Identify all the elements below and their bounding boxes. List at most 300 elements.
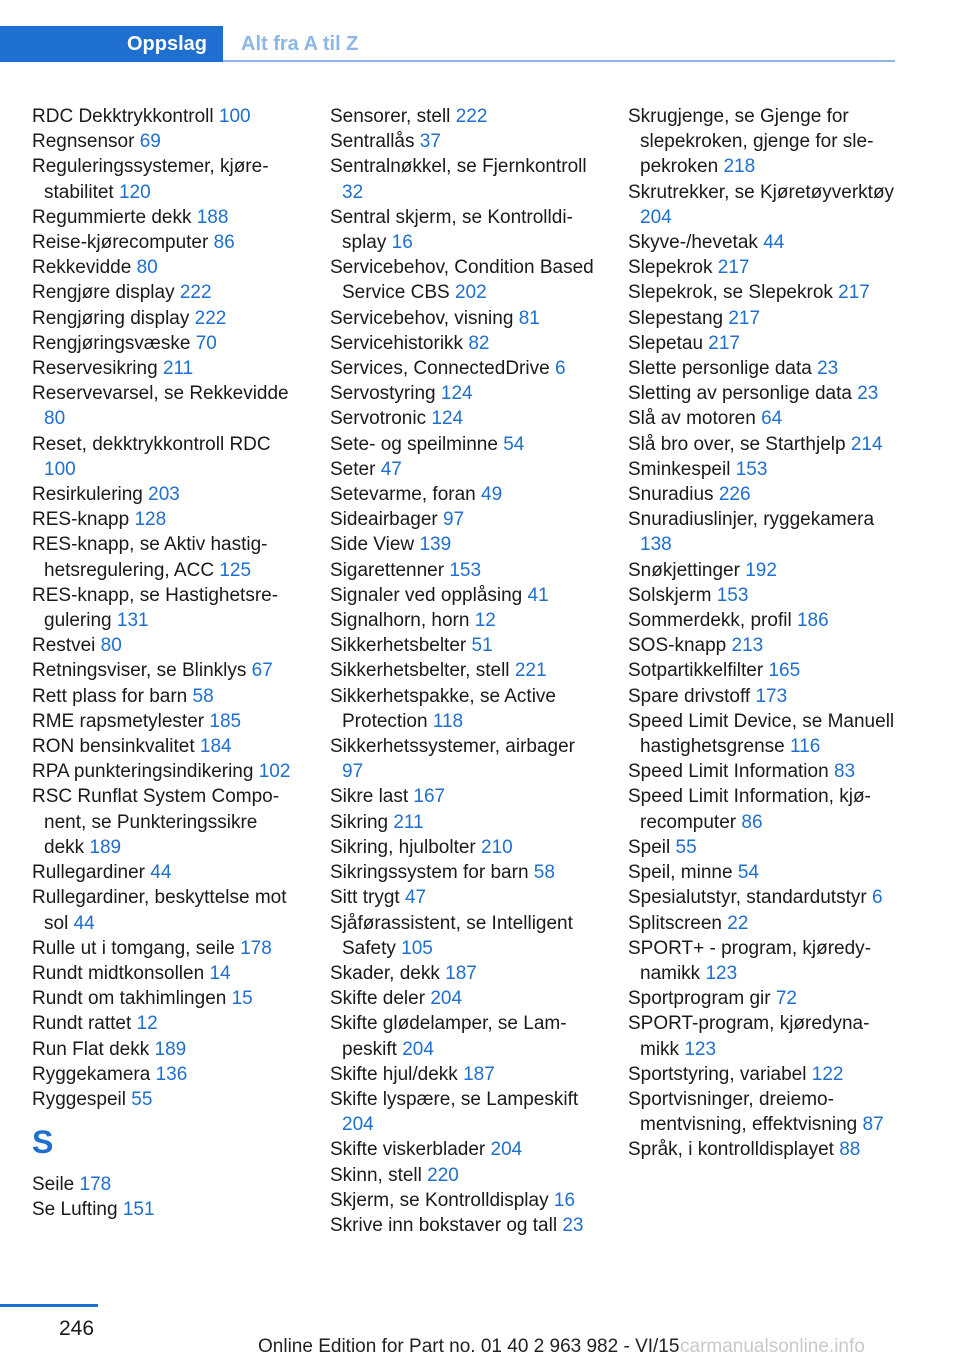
index-entry bbox=[330, 633, 598, 658]
entry-page-link[interactable]: 167 bbox=[413, 786, 446, 808]
entry-term: RME rapsmetylester bbox=[32, 710, 205, 732]
entry-term: Sikkerhetssystemer, airbager bbox=[330, 736, 575, 758]
entry-term: Sotpartikkelfilter bbox=[628, 660, 764, 682]
entry-page-link[interactable]: 69 bbox=[139, 131, 161, 153]
entry-term: Sjåførassistent, se Intelligent Safety bbox=[330, 912, 573, 959]
index-entry bbox=[628, 1011, 896, 1061]
entry-term: Slepekrok, se Slepekrok bbox=[628, 282, 833, 304]
entry-page-link[interactable]: 120 bbox=[118, 181, 151, 203]
entry-page-link[interactable]: 97 bbox=[342, 761, 364, 783]
entry-page-link[interactable]: 100 bbox=[44, 458, 76, 480]
entry-term: Sikring bbox=[330, 811, 389, 833]
entry-page-link[interactable]: 54 bbox=[503, 433, 525, 455]
index-entry bbox=[628, 356, 896, 381]
entry-term: RES-knapp, se Aktiv hastighetsregulering, ACC bbox=[32, 534, 268, 581]
entry-term: Restvei bbox=[32, 635, 96, 657]
entry-term: Rengjøringsvæske bbox=[32, 332, 191, 354]
entry-page-link[interactable]: 81 bbox=[518, 307, 540, 329]
entry-page-link[interactable]: 125 bbox=[219, 559, 252, 581]
entry-page-link[interactable]: 124 bbox=[440, 383, 473, 405]
index-entry bbox=[330, 482, 598, 507]
entry-term: RES-knapp bbox=[32, 509, 130, 531]
index-entry bbox=[32, 1037, 300, 1062]
index-entry bbox=[628, 759, 896, 784]
entry-page-link[interactable]: 185 bbox=[209, 710, 242, 732]
entry-page-link[interactable]: 23 bbox=[817, 358, 839, 380]
entry-term: Services, ConnectedDrive bbox=[330, 358, 550, 380]
index-entry bbox=[330, 255, 598, 305]
index-entry bbox=[330, 154, 598, 204]
entry-term: Skyve-/hevetak bbox=[628, 232, 758, 254]
entry-term: RON bensinkvalitet bbox=[32, 736, 195, 758]
entry-term: Speed Limit Information bbox=[628, 761, 829, 783]
entry-page-link[interactable]: 123 bbox=[705, 962, 738, 984]
index-column-3 bbox=[628, 104, 896, 1163]
entry-term: Sikre last bbox=[330, 786, 409, 808]
index-entry bbox=[32, 306, 300, 331]
index-entry bbox=[628, 936, 896, 986]
entry-term: Spare drivstoff bbox=[628, 685, 751, 707]
entry-page-link[interactable]: 55 bbox=[131, 1088, 153, 1110]
index-entry bbox=[32, 709, 300, 734]
entry-page-link[interactable]: 202 bbox=[454, 282, 487, 304]
entry-term: Servostyring bbox=[330, 383, 436, 405]
entry-term: Skrive inn bokstaver og tall bbox=[330, 1214, 558, 1236]
index-entry bbox=[32, 129, 300, 154]
entry-term: Regnsensor bbox=[32, 131, 135, 153]
entry-term: Sletting av personlige data bbox=[628, 383, 852, 405]
tab-divider bbox=[223, 60, 895, 62]
index-entry bbox=[330, 306, 598, 331]
entry-page-link[interactable]: 80 bbox=[136, 257, 158, 279]
entry-term: Retningsviser, se Blinklys bbox=[32, 660, 247, 682]
entry-page-link[interactable]: 165 bbox=[768, 660, 801, 682]
entry-term: Slepekrok bbox=[628, 257, 713, 279]
entry-term: Rundt midtkonsollen bbox=[32, 962, 205, 984]
index-entry bbox=[32, 936, 300, 961]
index-entry bbox=[32, 1197, 300, 1222]
entry-term: Sikkerhetspakke, se Active Protection bbox=[330, 685, 556, 732]
index-entry bbox=[330, 658, 598, 683]
index-entry bbox=[330, 457, 598, 482]
entry-page-link[interactable]: 211 bbox=[162, 358, 194, 380]
entry-page-link[interactable]: 217 bbox=[708, 332, 740, 354]
entry-page-link[interactable]: 51 bbox=[471, 635, 493, 657]
entry-page-link[interactable]: 72 bbox=[775, 988, 797, 1010]
index-column-1 bbox=[32, 104, 300, 1223]
index-entry bbox=[330, 381, 598, 406]
index-entry bbox=[628, 1137, 896, 1162]
entry-term: Rengjøring display bbox=[32, 307, 190, 329]
entry-page-link[interactable]: 116 bbox=[790, 736, 821, 758]
entry-page-link[interactable]: 67 bbox=[251, 660, 273, 682]
index-entry bbox=[628, 280, 896, 305]
index-entry bbox=[32, 205, 300, 230]
entry-term: Skifte viskerblader bbox=[330, 1139, 486, 1161]
tab-alt-fra-a-til-z[interactable]: Alt fra A til Z bbox=[241, 32, 359, 55]
watermark: carmanualsonline.info bbox=[680, 1336, 865, 1357]
entry-page-link[interactable]: 37 bbox=[419, 131, 441, 153]
entry-page-link[interactable]: 204 bbox=[402, 1038, 434, 1060]
entry-page-link[interactable]: 189 bbox=[89, 836, 122, 858]
index-entry bbox=[32, 633, 300, 658]
entry-term: Sensorer, stell bbox=[330, 106, 451, 127]
index-entry bbox=[32, 734, 300, 759]
index-entry bbox=[32, 860, 300, 885]
entry-page-link[interactable]: 47 bbox=[380, 458, 402, 480]
entry-term: Side View bbox=[330, 534, 415, 556]
index-entry bbox=[628, 230, 896, 255]
index-entry bbox=[330, 1137, 598, 1162]
entry-page-link[interactable]: 188 bbox=[196, 206, 229, 228]
index-entry bbox=[628, 482, 896, 507]
entry-page-link[interactable]: 217 bbox=[728, 307, 761, 329]
entry-term: Reguleringssystemer, kjørestabilitet bbox=[32, 156, 269, 203]
index-entry bbox=[628, 507, 896, 557]
entry-page-link[interactable]: 186 bbox=[796, 610, 829, 632]
entry-term: Rulle ut i tomgang, seile bbox=[32, 937, 235, 959]
entry-term: Reservevarsel, se Rekkevidde bbox=[32, 383, 289, 405]
index-entry bbox=[628, 860, 896, 885]
entry-term: Servicebehov, Condition Based Service CBS bbox=[330, 257, 594, 304]
entry-page-link[interactable]: 41 bbox=[527, 584, 549, 606]
entry-page-link[interactable]: 221 bbox=[514, 660, 547, 682]
index-entry bbox=[628, 180, 896, 230]
index-column-2 bbox=[330, 104, 598, 1238]
entry-term: Reset, dekktrykkontroll RDC bbox=[32, 433, 271, 455]
entry-page-link[interactable]: 173 bbox=[755, 685, 788, 707]
entry-page-link[interactable]: 12 bbox=[136, 1013, 158, 1035]
entry-term: Rett plass for barn bbox=[32, 685, 188, 707]
entry-page-link[interactable]: 86 bbox=[213, 232, 235, 254]
entry-term: Sitt trygt bbox=[330, 887, 400, 909]
index-entry bbox=[32, 356, 300, 381]
entry-term: RPA punkteringsindikering bbox=[32, 761, 254, 783]
index-entry bbox=[628, 255, 896, 280]
index-entry bbox=[32, 381, 300, 431]
entry-page-link[interactable]: 122 bbox=[811, 1063, 844, 1085]
entry-page-link[interactable]: 97 bbox=[443, 509, 465, 531]
index-entry bbox=[32, 885, 300, 935]
entry-page-link[interactable]: 218 bbox=[723, 156, 756, 178]
entry-page-link[interactable]: 44 bbox=[73, 912, 95, 934]
entry-term: Sportstyring, variabel bbox=[628, 1063, 807, 1085]
entry-term: Snuradiuslinjer, ryggekamera bbox=[628, 509, 875, 531]
index-entry bbox=[330, 532, 598, 557]
entry-page-link[interactable]: 44 bbox=[150, 862, 172, 884]
index-entry bbox=[628, 684, 896, 709]
index-entry bbox=[32, 532, 300, 582]
entry-page-link[interactable]: 23 bbox=[562, 1214, 584, 1236]
entry-term: Skader, dekk bbox=[330, 962, 440, 984]
entry-term: Splitscreen bbox=[628, 912, 722, 934]
index-entry bbox=[330, 810, 598, 835]
index-entry bbox=[330, 583, 598, 608]
entry-term: Skrugjenge, se Gjenge for slepekroken, gjenge for slepekroken bbox=[628, 106, 874, 178]
entry-page-link[interactable]: 222 bbox=[179, 282, 212, 304]
index-entry bbox=[32, 1062, 300, 1087]
index-entry bbox=[330, 911, 598, 961]
index-entry bbox=[32, 104, 300, 129]
entry-page-link[interactable]: 88 bbox=[839, 1139, 861, 1161]
entry-page-link[interactable]: 83 bbox=[833, 761, 856, 783]
index-entry bbox=[330, 558, 598, 583]
index-entry bbox=[628, 432, 896, 457]
entry-term: Resirkulering bbox=[32, 484, 143, 506]
entry-term: Sentral skjerm, se Kontrolldisplay bbox=[330, 206, 573, 254]
tab-oppslag[interactable]: Oppslag bbox=[0, 26, 223, 62]
entry-term: Reise-kjørecomputer bbox=[32, 232, 209, 254]
index-entry bbox=[628, 835, 896, 860]
entry-term: Spesialutstyr, standardutstyr bbox=[628, 887, 867, 909]
entry-term: Skifte deler bbox=[330, 988, 426, 1010]
index-entry bbox=[330, 784, 598, 809]
index-entry bbox=[330, 432, 598, 457]
entry-page-link[interactable]: 82 bbox=[468, 332, 490, 354]
entry-page-link[interactable]: 47 bbox=[404, 887, 427, 909]
entry-page-link[interactable]: 151 bbox=[122, 1199, 155, 1221]
index-entry bbox=[628, 1062, 896, 1087]
section-letter: S bbox=[32, 1124, 54, 1161]
entry-page-link[interactable]: 192 bbox=[745, 559, 777, 581]
entry-term: Skifte glødelamper, se Lampeskift bbox=[330, 1013, 567, 1060]
index-entry bbox=[628, 658, 896, 683]
index-entry bbox=[330, 860, 598, 885]
entry-page-link[interactable]: 15 bbox=[231, 988, 253, 1010]
entry-page-link[interactable]: 58 bbox=[533, 862, 555, 884]
entry-page-link[interactable]: 124 bbox=[431, 408, 464, 430]
entry-term: Setevarme, foran bbox=[330, 484, 476, 506]
index-entry bbox=[330, 986, 598, 1011]
entry-term: Sportprogram gir bbox=[628, 988, 771, 1010]
entry-page-link[interactable]: 222 bbox=[455, 106, 488, 127]
entry-term: Sikkerhetsbelter bbox=[330, 635, 467, 657]
entry-page-link[interactable]: 49 bbox=[481, 484, 503, 506]
entry-page-link[interactable]: 54 bbox=[737, 862, 759, 884]
entry-page-link[interactable]: 64 bbox=[761, 408, 783, 430]
index-entry bbox=[330, 1163, 598, 1188]
entry-page-link[interactable]: 204 bbox=[430, 988, 463, 1010]
entry-page-link[interactable]: 128 bbox=[134, 509, 167, 531]
entry-term: Sentrallås bbox=[330, 131, 415, 153]
entry-page-link[interactable]: 153 bbox=[735, 458, 768, 480]
entry-page-link[interactable]: 12 bbox=[474, 610, 496, 632]
index-entry bbox=[628, 633, 896, 658]
index-entry bbox=[330, 1011, 598, 1061]
entry-page-link[interactable]: 136 bbox=[155, 1063, 188, 1085]
entry-page-link[interactable]: 23 bbox=[857, 383, 879, 405]
entry-term: Slå bro over, se Starthjelp bbox=[628, 433, 846, 455]
entry-term: Run Flat dekk bbox=[32, 1038, 150, 1060]
header-tabbar bbox=[0, 0, 895, 62]
entry-term: SOS-knapp bbox=[628, 635, 727, 657]
entry-term: Reservesikring bbox=[32, 358, 158, 380]
entry-term: Seter bbox=[330, 458, 376, 480]
index-entry bbox=[32, 482, 300, 507]
entry-term: Sikringssystem for barn bbox=[330, 862, 529, 884]
index-entry bbox=[628, 583, 896, 608]
entry-term: SPORT-program, kjøredynamikk bbox=[628, 1013, 870, 1060]
entry-page-link[interactable]: 123 bbox=[684, 1038, 717, 1060]
edition-text: Online Edition for Part no. 01 40 2 963 982 - VI/15 bbox=[258, 1336, 680, 1357]
entry-page-link[interactable]: 22 bbox=[727, 912, 749, 934]
index-entry bbox=[628, 1087, 896, 1137]
entry-term: Skifte lyspære, se Lampeskift bbox=[330, 1088, 579, 1110]
entry-page-link[interactable]: 14 bbox=[209, 962, 231, 984]
index-entry bbox=[330, 684, 598, 734]
index-entry bbox=[628, 104, 896, 180]
entry-page-link[interactable]: 153 bbox=[449, 559, 482, 581]
entry-term: Solskjerm bbox=[628, 584, 712, 606]
entry-page-link[interactable]: 131 bbox=[116, 610, 149, 632]
entry-page-link[interactable]: 6 bbox=[871, 887, 883, 909]
index-entry bbox=[32, 1172, 300, 1197]
entry-term: Skinn, stell bbox=[330, 1164, 422, 1186]
entry-page-link[interactable]: 86 bbox=[741, 811, 763, 833]
entry-page-link[interactable]: 178 bbox=[79, 1174, 112, 1196]
entry-page-link[interactable]: 87 bbox=[862, 1114, 884, 1136]
entry-page-link[interactable]: 153 bbox=[716, 584, 749, 606]
entry-term: Regummierte dekk bbox=[32, 206, 192, 228]
entry-term: Sigarettenner bbox=[330, 559, 445, 581]
index-entry bbox=[330, 104, 598, 129]
index-entry bbox=[330, 608, 598, 633]
entry-page-link[interactable]: 100 bbox=[218, 106, 251, 127]
entry-page-link[interactable]: 226 bbox=[718, 484, 751, 506]
index-entry bbox=[628, 381, 896, 406]
entry-term: Sideairbager bbox=[330, 509, 438, 531]
index-entry bbox=[628, 911, 896, 936]
entry-term: Sikkerhetsbelter, stell bbox=[330, 660, 510, 682]
index-entry bbox=[628, 406, 896, 431]
entry-term: Språk, i kontrolldisplayet bbox=[628, 1139, 834, 1161]
index-entry bbox=[32, 280, 300, 305]
entry-term: Sentralnøkkel, se Fjernkontroll bbox=[330, 156, 587, 178]
entry-page-link[interactable]: 217 bbox=[838, 282, 870, 304]
entry-term: Slette personlige data bbox=[628, 358, 812, 380]
entry-page-link[interactable]: 44 bbox=[763, 232, 785, 254]
entry-page-link[interactable]: 16 bbox=[391, 232, 413, 254]
page-number: 246 bbox=[59, 1317, 95, 1340]
entry-term: Signaler ved opplåsing bbox=[330, 584, 523, 606]
entry-page-link[interactable]: 32 bbox=[342, 181, 364, 203]
index-entry bbox=[32, 583, 300, 633]
entry-page-link[interactable]: 189 bbox=[154, 1038, 187, 1060]
index-entry bbox=[330, 507, 598, 532]
entry-page-link[interactable]: 204 bbox=[490, 1139, 523, 1161]
entry-page-link[interactable]: 6 bbox=[554, 358, 566, 380]
entry-page-link[interactable]: 187 bbox=[463, 1063, 495, 1085]
entry-term: Rullegardiner bbox=[32, 862, 146, 884]
entry-term: Rekkevidde bbox=[32, 257, 132, 279]
entry-term: RES-knapp, se Hastighetsregulering bbox=[32, 584, 279, 632]
entry-page-link[interactable]: 204 bbox=[640, 206, 672, 228]
entry-page-link[interactable]: 214 bbox=[850, 433, 883, 455]
index-entry bbox=[628, 784, 896, 834]
index-entry bbox=[32, 154, 300, 204]
entry-page-link[interactable]: 217 bbox=[717, 257, 750, 279]
entry-term: Signalhorn, horn bbox=[330, 610, 470, 632]
entry-term: Snøkjettinger bbox=[628, 559, 740, 581]
entry-page-link[interactable]: 70 bbox=[195, 332, 217, 354]
index-entry bbox=[628, 709, 896, 759]
entry-term: RSC Runflat System Component, se Punkteringssikre dekk bbox=[32, 786, 280, 858]
entry-term: Snuradius bbox=[628, 484, 714, 506]
entry-page-link[interactable]: 184 bbox=[199, 736, 232, 758]
entry-term: Rullegardiner, beskyttelse mot sol bbox=[32, 887, 287, 934]
index-entry bbox=[32, 255, 300, 280]
entry-page-link[interactable]: 80 bbox=[100, 635, 122, 657]
entry-page-link[interactable]: 178 bbox=[240, 937, 272, 959]
entry-page-link[interactable]: 138 bbox=[640, 534, 672, 556]
entry-page-link[interactable]: 222 bbox=[194, 307, 227, 329]
entry-term: Speed Limit Device, se Manuell hastighetsgrense bbox=[628, 710, 895, 758]
entry-term: Ryggekamera bbox=[32, 1063, 151, 1085]
entry-page-link[interactable]: 210 bbox=[481, 836, 513, 858]
index-entry bbox=[628, 306, 896, 331]
index-entry bbox=[330, 835, 598, 860]
index-entry bbox=[628, 457, 896, 482]
entry-page-link[interactable]: 105 bbox=[401, 937, 433, 959]
entry-term: Skjerm, se Kontrolldisplay bbox=[330, 1189, 549, 1211]
entry-term: Sete- og speilminne bbox=[330, 433, 498, 455]
index-entry bbox=[330, 734, 598, 784]
index-entry bbox=[330, 205, 598, 255]
index-entry bbox=[628, 558, 896, 583]
entry-page-link[interactable]: 80 bbox=[44, 408, 66, 430]
entry-page-link[interactable]: 16 bbox=[553, 1189, 576, 1211]
entry-page-link[interactable]: 55 bbox=[675, 836, 697, 858]
entry-term: RDC Dekktrykkontroll bbox=[32, 106, 214, 127]
entry-term: Slepetau bbox=[628, 332, 704, 354]
entry-term: Servicebehov, visning bbox=[330, 307, 514, 329]
entry-term: Sportvisninger, dreiemomentvisning, effektvisning bbox=[628, 1088, 858, 1136]
index-entry bbox=[32, 986, 300, 1011]
index-entry bbox=[330, 1087, 598, 1137]
entry-page-link[interactable]: 139 bbox=[419, 534, 452, 556]
index-entry bbox=[32, 784, 300, 860]
index-entry bbox=[628, 608, 896, 633]
index-entry bbox=[330, 885, 598, 910]
index-entry bbox=[32, 331, 300, 356]
entry-term: Speil bbox=[628, 836, 671, 858]
entry-page-link[interactable]: 58 bbox=[192, 685, 214, 707]
index-entry bbox=[32, 1087, 300, 1112]
entry-page-link[interactable]: 102 bbox=[258, 761, 291, 783]
entry-term: Skifte hjul/dekk bbox=[330, 1063, 458, 1085]
entry-page-link[interactable]: 118 bbox=[432, 710, 464, 732]
entry-term: Sikring, hjulbolter bbox=[330, 836, 476, 858]
entry-page-link[interactable]: 213 bbox=[731, 635, 764, 657]
index-entry bbox=[330, 1213, 598, 1238]
index-entry bbox=[628, 986, 896, 1011]
entry-term: Slå av motoren bbox=[628, 408, 756, 430]
entry-term: SPORT+ - program, kjøredynamikk bbox=[628, 937, 872, 984]
entry-term: Se Lufting bbox=[32, 1199, 118, 1221]
index-entry bbox=[330, 1188, 598, 1213]
entry-term: Sommerdekk, profil bbox=[628, 610, 792, 632]
entry-page-link[interactable]: 204 bbox=[342, 1114, 374, 1136]
index-entry bbox=[330, 406, 598, 431]
entry-term: Servicehistorikk bbox=[330, 332, 464, 354]
index-entry bbox=[32, 1011, 300, 1036]
entry-page-link[interactable]: 187 bbox=[445, 962, 477, 984]
index-entry bbox=[330, 356, 598, 381]
entry-page-link[interactable]: 220 bbox=[427, 1164, 459, 1186]
entry-page-link[interactable]: 211 bbox=[393, 811, 424, 833]
entry-term: Skrutrekker, se Kjøretøyverktøy bbox=[628, 181, 895, 203]
entry-page-link[interactable]: 203 bbox=[148, 484, 180, 506]
